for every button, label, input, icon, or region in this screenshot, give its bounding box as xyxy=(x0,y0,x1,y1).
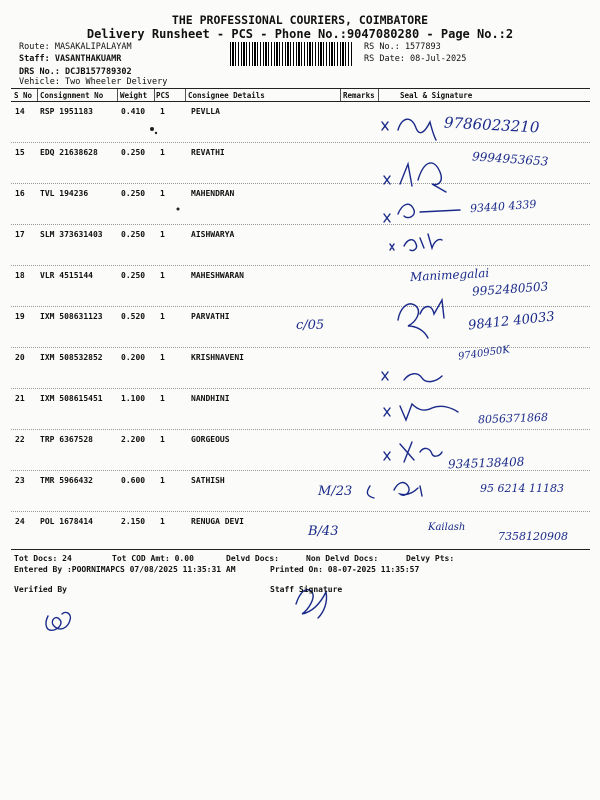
row-weight: 0.200 xyxy=(121,353,146,362)
row-consignment: EDQ 21638628 xyxy=(40,148,98,157)
runsheet-subtitle: Delivery Runsheet - PCS - Phone No.:9047080280 - Page No.:2 xyxy=(86,27,514,41)
signature-16 xyxy=(384,204,460,222)
row-sno: 18 xyxy=(15,271,25,280)
hand-phone-16: 93440 4339 xyxy=(469,197,537,216)
verified-by-label: Verified By xyxy=(14,585,67,594)
row-pcs: 1 xyxy=(160,148,165,157)
row-consignment: IXM 508631123 xyxy=(40,312,103,321)
hand-name-18: Manimegalai xyxy=(409,265,490,285)
row-consignee: MAHENDRAN xyxy=(191,189,235,198)
hand-phone-21: 8056371868 xyxy=(477,410,549,427)
hand-remark-24: B/43 xyxy=(308,524,339,539)
hand-phone-23: 95 6214 11183 xyxy=(480,482,564,495)
staff-signature-label: Staff Signature xyxy=(270,585,343,594)
hand-phone-15: 9994953653 xyxy=(471,149,549,169)
ink-speck xyxy=(155,132,157,134)
drs-label: DRS No.: DCJB157789302 xyxy=(19,67,132,77)
row-pcs: 1 xyxy=(160,271,165,280)
row-sno: 20 xyxy=(15,353,25,362)
signature-23 xyxy=(367,483,422,498)
hand-phone-19: 98412 40033 xyxy=(467,309,556,334)
row-consignment: TRP 6367528 xyxy=(40,435,93,444)
row-pcs: 1 xyxy=(160,435,165,444)
row-consignee: MAHESHWARAN xyxy=(191,271,244,280)
vehicle-label: Vehicle: Two Wheeler Delivery xyxy=(19,77,168,87)
row-sno: 24 xyxy=(15,517,25,526)
row-consignee: RENUGA DEVI xyxy=(191,517,244,526)
signature-19 xyxy=(398,300,444,338)
row-pcs: 1 xyxy=(160,230,165,239)
signature-20 xyxy=(382,372,442,382)
row-weight: 0.250 xyxy=(121,230,146,239)
col-seal: Seal & Signature xyxy=(400,91,473,100)
row-sno: 16 xyxy=(15,189,25,198)
row-consignee: KRISHNAVENI xyxy=(191,353,244,362)
row-sno: 22 xyxy=(15,435,25,444)
row-consignee: PEVLLA xyxy=(191,107,220,116)
row-consignment: TVL 194236 xyxy=(40,189,89,198)
row-consignment: IXM 508532852 xyxy=(40,353,103,362)
row-weight: 0.250 xyxy=(121,271,146,280)
rs-date: RS Date: 08-Jul-2025 xyxy=(364,54,467,64)
company-title: THE PROFESSIONAL COURIERS, COIMBATORE xyxy=(171,13,429,27)
hand-phone-14: 9786023210 xyxy=(443,113,540,137)
row-consignee: NANDHINI xyxy=(191,394,230,403)
col-consignment: Consignment No xyxy=(40,91,104,100)
row-sno: 15 xyxy=(15,148,25,157)
signature-21 xyxy=(384,404,458,420)
row-weight: 2.150 xyxy=(121,517,146,526)
col-pcs: PCS xyxy=(156,91,170,100)
signature-17 xyxy=(390,234,442,251)
route-label: Route: MASAKALIPALAYAM xyxy=(19,42,132,52)
signature-15 xyxy=(384,163,446,192)
hand-name-24: Kailash xyxy=(428,522,466,533)
row-weight: 0.410 xyxy=(121,107,146,116)
row-consignment: SLM 373631403 xyxy=(40,230,103,239)
row-pcs: 1 xyxy=(160,189,165,198)
hand-phone-18: 9952480503 xyxy=(471,279,549,299)
hand-remark-23: M/23 xyxy=(318,484,353,499)
row-weight: 1.100 xyxy=(121,394,146,403)
ink-speck xyxy=(150,127,154,131)
printed-on: Printed On: 08-07-2025 11:35:57 xyxy=(270,565,420,574)
row-consignee: PARVATHI xyxy=(191,312,230,321)
staff-label: Staff: VASANTHAKUAMR xyxy=(19,54,122,64)
row-weight: 0.250 xyxy=(121,148,146,157)
rs-number: RS No.: 1577893 xyxy=(364,42,441,52)
row-pcs: 1 xyxy=(160,394,165,403)
row-consignee: GORGEOUS xyxy=(191,435,230,444)
row-weight: 2.200 xyxy=(121,435,146,444)
entered-by: Entered By :POORNIMAPCS 07/08/2025 11:35:31 AM xyxy=(14,565,236,574)
hand-phone-24: 7358120908 xyxy=(498,530,568,543)
total-cod-amount: Tot COD Amt: 0.00 xyxy=(112,554,194,563)
col-weight: Weight xyxy=(120,91,148,100)
row-pcs: 1 xyxy=(160,476,165,485)
row-pcs: 1 xyxy=(160,107,165,116)
delivered-docs: Delvd Docs: xyxy=(226,554,279,563)
col-sno: S No xyxy=(14,91,33,100)
hand-phone-22: 9345138408 xyxy=(447,454,525,472)
row-consignee: REVATHI xyxy=(191,148,225,157)
row-sno: 14 xyxy=(15,107,25,116)
row-consignee: SATHISH xyxy=(191,476,225,485)
row-sno: 23 xyxy=(15,476,25,485)
row-consignment: VLR 4515144 xyxy=(40,271,93,280)
row-sno: 21 xyxy=(15,394,25,403)
ink-speck xyxy=(177,208,180,211)
delivery-points: Delvy Pts: xyxy=(406,554,455,563)
total-docs: Tot Docs: 24 xyxy=(14,554,72,563)
row-consignment: POL 1678414 xyxy=(40,517,93,526)
row-weight: 0.600 xyxy=(121,476,146,485)
hand-phone-20: 9740950K xyxy=(457,344,511,363)
row-consignee: AISHWARYA xyxy=(191,230,235,239)
row-sno: 19 xyxy=(15,312,25,321)
row-pcs: 1 xyxy=(160,312,165,321)
row-pcs: 1 xyxy=(160,353,165,362)
non-delivered-docs: Non Delvd Docs: xyxy=(306,554,379,563)
col-consignee: Consignee Details xyxy=(188,91,265,100)
col-remarks: Remarks xyxy=(343,91,375,100)
signature-14 xyxy=(382,119,436,140)
row-sno: 17 xyxy=(15,230,25,239)
row-pcs: 1 xyxy=(160,517,165,526)
row-consignment: TMR 5966432 xyxy=(40,476,93,485)
row-weight: 0.250 xyxy=(121,189,146,198)
hand-remark-19: c/05 xyxy=(296,318,325,333)
verifier-signature xyxy=(46,612,70,630)
row-weight: 0.520 xyxy=(121,312,146,321)
signature-22 xyxy=(384,442,442,462)
row-consignment: RSP 1951183 xyxy=(40,107,93,116)
row-consignment: IXM 508615451 xyxy=(40,394,103,403)
